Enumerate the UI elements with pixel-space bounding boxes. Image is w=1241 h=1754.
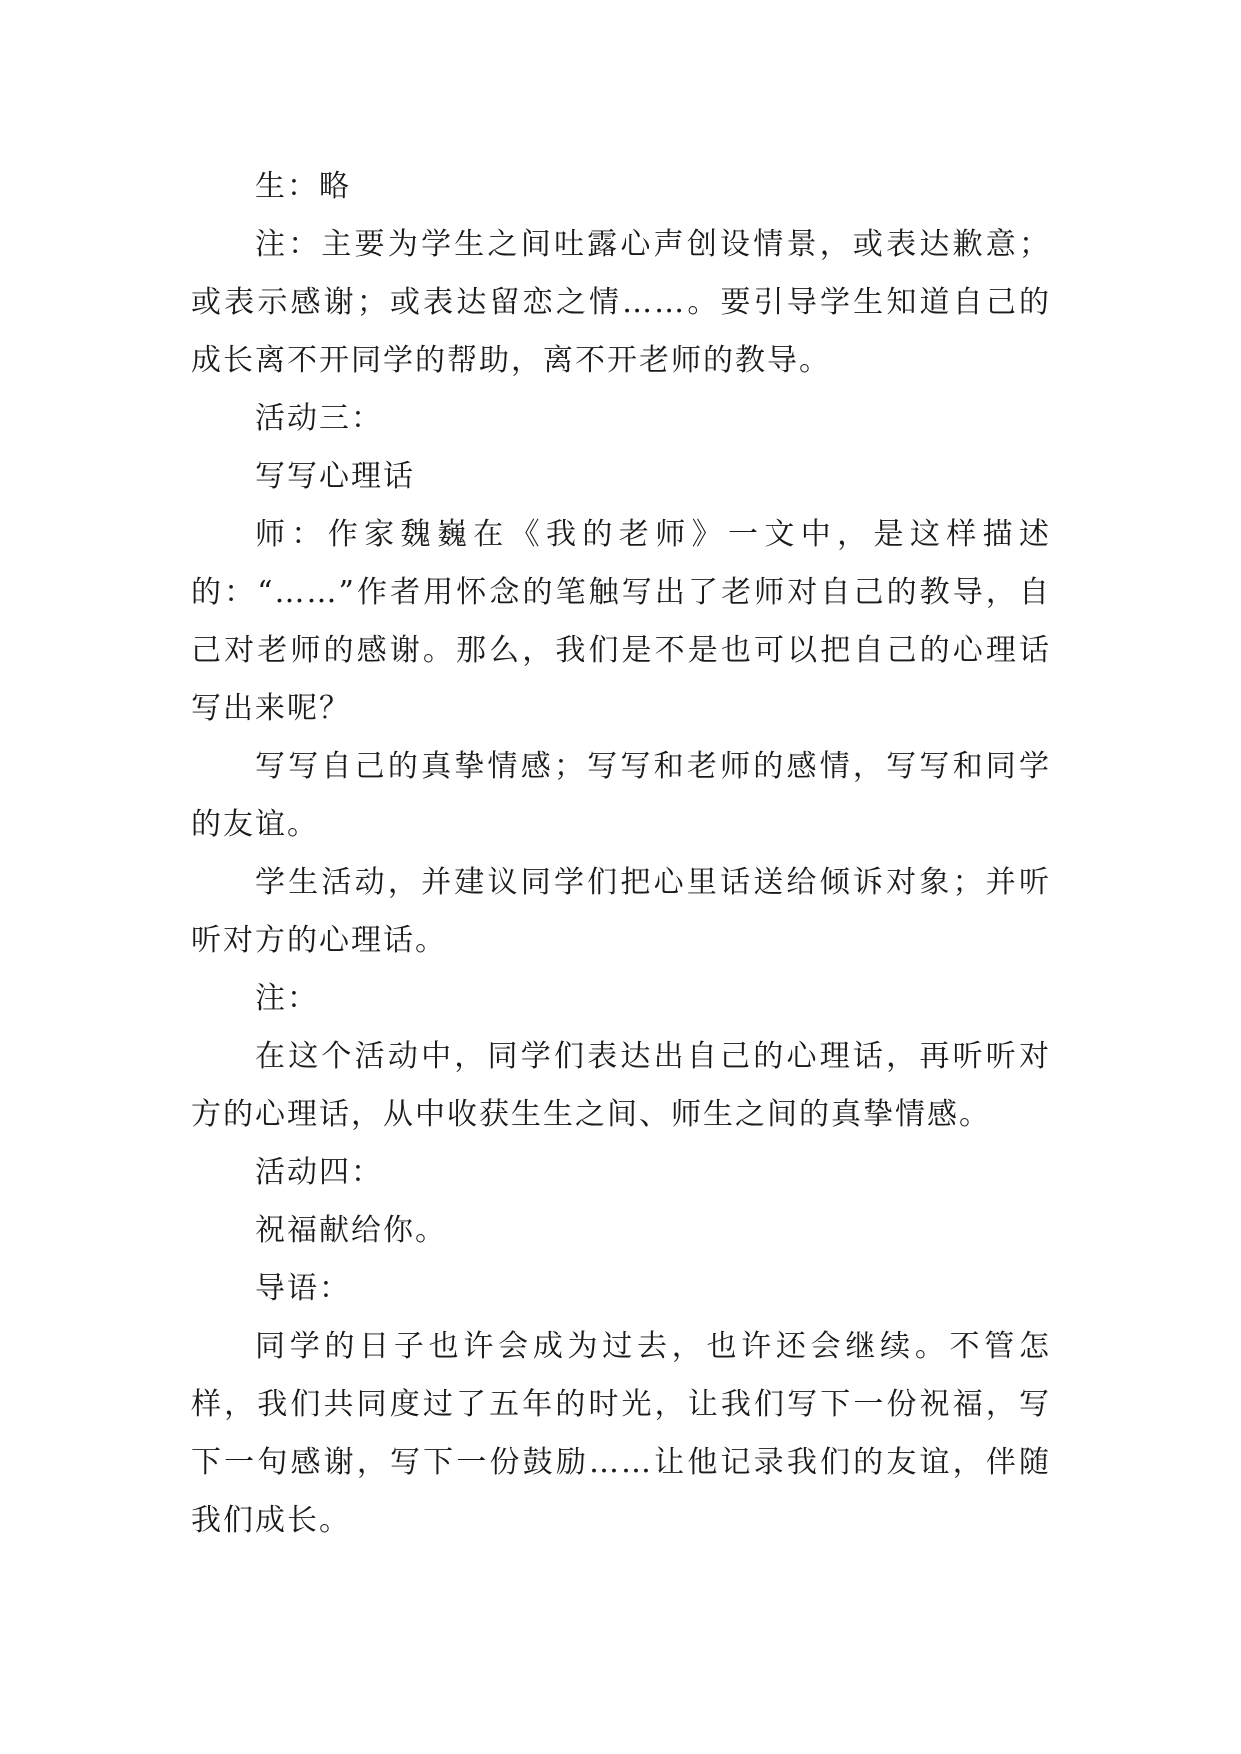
paragraph-note-2-heading: 注： [255,981,319,1016]
paragraph-student-reply: 生：略 [255,169,351,204]
paragraph-activity-4-heading: 活动四： [255,1155,383,1190]
paragraph-note-1: 注：主要为学生之间吐露心声创设情景，或表达歉意；或表示感谢；或表达留恋之情……。要引导学生知道自己的成长离不开同学的帮助，离不开老师的教导。 [191,227,1051,378]
document-body [191,158,1051,1550]
paragraph-activity-3-heading: 活动三： [255,401,383,436]
paragraph-activity-3-title: 写写心理话 [255,459,415,494]
paragraph-student-activity: 学生活动，并建议同学们把心里话送给倾诉对象；并听听对方的心理话。 [191,865,1051,958]
paragraph-teacher-speech: 师：作家魏巍在《我的老师》一文中，是这样描述的：“……”作者用怀念的笔触写出了老师对自己的教导，自己对老师的感谢。那么，我们是不是也可以把自己的心理话写出来呢？ [191,517,1051,726]
paragraph-intro-heading: 导语： [255,1271,351,1306]
paragraph-intro-text: 同学的日子也许会成为过去，也许还会继续。不管怎样，我们共同度过了五年的时光，让我们写下一份祝福，写下一句感谢，写下一份鼓励……让他记录我们的友谊，伴随我们成长。 [191,1329,1051,1538]
paragraph-writing-prompt: 写写自己的真挚情感；写写和老师的感情，写写和同学的友谊。 [191,749,1051,842]
paragraph-activity-4-title: 祝福献给你。 [255,1213,447,1248]
paragraph-note-2: 在这个活动中，同学们表达出自己的心理话，再听听对方的心理话，从中收获生生之间、师生之间的真挚情感。 [191,1039,1051,1132]
